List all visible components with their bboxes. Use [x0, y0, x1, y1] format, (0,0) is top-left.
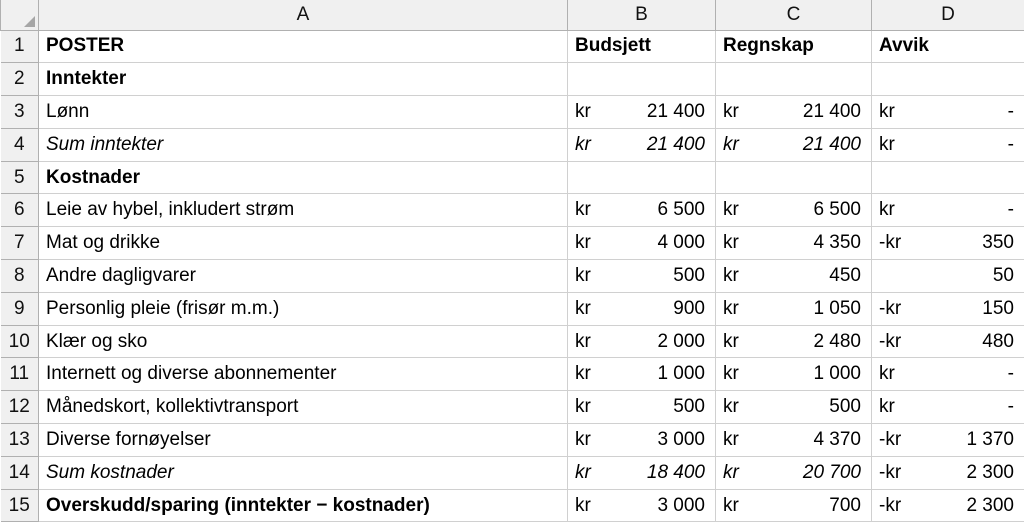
- cell-b7[interactable]: [568, 227, 716, 260]
- cell-b13-amount: 3 000: [657, 428, 705, 450]
- cell-b4[interactable]: [568, 128, 716, 161]
- column-header-b[interactable]: B: [568, 0, 716, 30]
- table-row: [1, 63, 1024, 96]
- table-row: [1, 30, 1024, 63]
- cell-b3-currency: kr: [575, 100, 591, 122]
- cell-b15-amount: 3 000: [657, 494, 705, 516]
- cell-d6-amount: -: [1007, 199, 1014, 221]
- cell-d11[interactable]: [872, 358, 1024, 391]
- cell-b13[interactable]: [568, 424, 716, 457]
- column-header-c[interactable]: C: [716, 0, 872, 30]
- table-row: [1, 456, 1024, 489]
- cell-c1[interactable]: [716, 30, 872, 63]
- row-header-11[interactable]: 11: [1, 358, 39, 391]
- cell-d11-currency: kr: [879, 363, 895, 385]
- row-header-12[interactable]: 12: [1, 391, 39, 424]
- cell-c14-currency: kr: [723, 461, 739, 483]
- cell-d7-currency: -kr: [879, 232, 902, 254]
- cell-c8-amount: 450: [829, 264, 861, 286]
- cell-c8-currency: kr: [723, 264, 739, 286]
- cell-d11-amount: -: [1007, 363, 1014, 385]
- cell-a11[interactable]: Internett og diverse abonnementer: [39, 358, 568, 391]
- cell-d12-amount: -: [1007, 396, 1014, 418]
- cell-b9-amount: 900: [673, 297, 705, 319]
- table-row: [1, 194, 1024, 227]
- cell-b4-currency: kr: [575, 133, 591, 155]
- cell-d6-currency: kr: [879, 199, 895, 221]
- cell-d10-amount: 480: [982, 330, 1014, 352]
- cell-c4-currency: kr: [723, 133, 739, 155]
- cell-b8-amount: 500: [673, 264, 705, 286]
- cell-c12-amount: 500: [829, 396, 861, 418]
- cell-d15-amount: 2 300: [966, 494, 1014, 516]
- cell-d3-amount: -: [1007, 100, 1014, 122]
- cell-d6[interactable]: [872, 194, 1024, 227]
- cell-a15[interactable]: Overskudd/sparing (inntekter − kostnader): [39, 489, 568, 522]
- cell-b9[interactable]: [568, 292, 716, 325]
- row-header-13[interactable]: 13: [1, 424, 39, 457]
- cell-b4-amount: 21 400: [646, 133, 705, 155]
- cell-c11-amount: 1 000: [813, 363, 861, 385]
- cell-b7-currency: kr: [575, 232, 591, 254]
- cell-b12-amount: 500: [673, 396, 705, 418]
- cell-d12-currency: kr: [879, 396, 895, 418]
- corner-triangle-icon: [24, 16, 35, 27]
- spreadsheet-body: [1, 30, 1024, 522]
- cell-c4[interactable]: [716, 128, 872, 161]
- cell-b11[interactable]: [568, 358, 716, 391]
- cell-d4[interactable]: [872, 128, 1024, 161]
- cell-d3[interactable]: [872, 96, 1024, 129]
- table-row: [1, 424, 1024, 457]
- cell-a7[interactable]: Mat og drikke: [39, 227, 568, 260]
- cell-d3-currency: kr: [879, 100, 895, 122]
- cell-d14[interactable]: [872, 456, 1024, 489]
- cell-a4[interactable]: Sum inntekter: [39, 128, 568, 161]
- cell-c9-amount: 1 050: [813, 297, 861, 319]
- cell-b12-currency: kr: [575, 396, 591, 418]
- cell-c14[interactable]: [716, 456, 872, 489]
- cell-d8[interactable]: [872, 260, 1024, 293]
- cell-c15-currency: kr: [723, 494, 739, 516]
- cell-d10-currency: -kr: [879, 330, 902, 352]
- cell-b14-currency: kr: [575, 461, 591, 483]
- cell-b1[interactable]: [568, 30, 716, 63]
- cell-d13-amount: 1 370: [966, 428, 1014, 450]
- cell-b6[interactable]: [568, 194, 716, 227]
- cell-a13[interactable]: Diverse fornøyelser: [39, 424, 568, 457]
- row-header-2[interactable]: 2: [1, 63, 39, 96]
- cell-d13[interactable]: [872, 424, 1024, 457]
- cell-b7-amount: 4 000: [657, 232, 705, 254]
- cell-b6-currency: kr: [575, 199, 591, 221]
- row-header-3[interactable]: 3: [1, 96, 39, 129]
- cell-c7-currency: kr: [723, 232, 739, 254]
- cell-c12[interactable]: [716, 391, 872, 424]
- cell-c8[interactable]: [716, 260, 872, 293]
- cell-c7[interactable]: [716, 227, 872, 260]
- cell-b10-currency: kr: [575, 330, 591, 352]
- cell-b10[interactable]: [568, 325, 716, 358]
- cell-d4-currency: kr: [879, 133, 895, 155]
- row-header-6[interactable]: 6: [1, 194, 39, 227]
- cell-b3[interactable]: [568, 96, 716, 129]
- cell-b3-amount: 21 400: [646, 100, 705, 122]
- cell-c11-currency: kr: [723, 363, 739, 385]
- row-header-8[interactable]: 8: [1, 260, 39, 293]
- table-row: [1, 292, 1024, 325]
- cell-b15-currency: kr: [575, 494, 591, 516]
- cell-c3-currency: kr: [723, 100, 739, 122]
- cell-c13[interactable]: [716, 424, 872, 457]
- table-row: [1, 358, 1024, 391]
- cell-a14[interactable]: Sum kostnader: [39, 456, 568, 489]
- cell-c6-amount: 6 500: [813, 199, 861, 221]
- cell-b1-currency: Budsjett: [575, 35, 651, 57]
- cell-c11[interactable]: [716, 358, 872, 391]
- cell-d5[interactable]: [872, 161, 1024, 194]
- table-row: [1, 489, 1024, 522]
- column-header-a[interactable]: A: [39, 0, 568, 30]
- cell-a5[interactable]: Kostnader: [39, 161, 568, 194]
- cell-b15[interactable]: [568, 489, 716, 522]
- cell-b9-currency: kr: [575, 297, 591, 319]
- cell-a6[interactable]: Leie av hybel, inkludert strøm: [39, 194, 568, 227]
- cell-c1-currency: Regnskap: [723, 35, 814, 57]
- row-header-4[interactable]: 4: [1, 128, 39, 161]
- cell-d9-amount: 150: [982, 297, 1014, 319]
- cell-d1[interactable]: [872, 30, 1024, 63]
- table-row: [1, 391, 1024, 424]
- row-header-9[interactable]: 9: [1, 292, 39, 325]
- cell-c6[interactable]: [716, 194, 872, 227]
- cell-d12[interactable]: [872, 391, 1024, 424]
- cell-d9[interactable]: [872, 292, 1024, 325]
- cell-b5[interactable]: [568, 161, 716, 194]
- cell-b14-amount: 18 400: [646, 461, 705, 483]
- cell-c10-amount: 2 480: [813, 330, 861, 352]
- row-header-15[interactable]: 15: [1, 489, 39, 522]
- cell-c10-currency: kr: [723, 330, 739, 352]
- cell-d9-currency: -kr: [879, 297, 902, 319]
- select-all-corner[interactable]: [1, 0, 39, 30]
- cell-c3[interactable]: [716, 96, 872, 129]
- cell-d2[interactable]: [872, 63, 1024, 96]
- row-header-7[interactable]: 7: [1, 227, 39, 260]
- column-header-d[interactable]: D: [872, 0, 1024, 30]
- cell-d4-amount: -: [1007, 133, 1014, 155]
- cell-d15-currency: -kr: [879, 494, 902, 516]
- cell-d14-amount: 2 300: [966, 461, 1014, 483]
- cell-c4-amount: 21 400: [802, 133, 861, 155]
- table-row: [1, 260, 1024, 293]
- cell-c9-currency: kr: [723, 297, 739, 319]
- cell-b11-currency: kr: [575, 363, 591, 385]
- cell-d14-currency: -kr: [879, 461, 902, 483]
- cell-c2[interactable]: [716, 63, 872, 96]
- cell-b11-amount: 1 000: [657, 363, 705, 385]
- cell-b2[interactable]: [568, 63, 716, 96]
- table-row: [1, 325, 1024, 358]
- cell-a8[interactable]: Andre dagligvarer: [39, 260, 568, 293]
- row-header-5[interactable]: 5: [1, 161, 39, 194]
- cell-d15[interactable]: [872, 489, 1024, 522]
- cell-b8[interactable]: [568, 260, 716, 293]
- cell-b13-currency: kr: [575, 428, 591, 450]
- cell-c14-amount: 20 700: [802, 461, 861, 483]
- cell-d1-currency: Avvik: [879, 35, 929, 57]
- column-header-row: [1, 0, 1024, 30]
- row-header-10[interactable]: 10: [1, 325, 39, 358]
- cell-c15[interactable]: [716, 489, 872, 522]
- cell-a2[interactable]: Inntekter: [39, 63, 568, 96]
- row-header-1[interactable]: 1: [1, 30, 39, 63]
- cell-d10[interactable]: [872, 325, 1024, 358]
- cell-a12[interactable]: Månedskort, kollektivtransport: [39, 391, 568, 424]
- table-row: [1, 227, 1024, 260]
- cell-d7[interactable]: [872, 227, 1024, 260]
- cell-a3[interactable]: Lønn: [39, 96, 568, 129]
- cell-d7-amount: 350: [982, 232, 1014, 254]
- cell-a9[interactable]: Personlig pleie (frisør m.m.): [39, 292, 568, 325]
- cell-c15-amount: 700: [829, 494, 861, 516]
- table-row: [1, 161, 1024, 194]
- table-row: [1, 96, 1024, 129]
- cell-d13-currency: -kr: [879, 428, 902, 450]
- cell-c13-currency: kr: [723, 428, 739, 450]
- cell-c13-amount: 4 370: [813, 428, 861, 450]
- cell-c10[interactable]: [716, 325, 872, 358]
- cell-b6-amount: 6 500: [657, 199, 705, 221]
- cell-c12-currency: kr: [723, 396, 739, 418]
- cell-c5[interactable]: [716, 161, 872, 194]
- cell-c3-amount: 21 400: [802, 100, 861, 122]
- cell-a1[interactable]: POSTER: [39, 30, 568, 63]
- cell-c9[interactable]: [716, 292, 872, 325]
- cell-b12[interactable]: [568, 391, 716, 424]
- cell-d8-amount: 50: [992, 264, 1014, 286]
- cell-b14[interactable]: [568, 456, 716, 489]
- table-row: [1, 128, 1024, 161]
- cell-b10-amount: 2 000: [657, 330, 705, 352]
- cell-b8-currency: kr: [575, 264, 591, 286]
- cell-a10[interactable]: Klær og sko: [39, 325, 568, 358]
- cell-c7-amount: 4 350: [813, 232, 861, 254]
- row-header-14[interactable]: 14: [1, 456, 39, 489]
- cell-c6-currency: kr: [723, 199, 739, 221]
